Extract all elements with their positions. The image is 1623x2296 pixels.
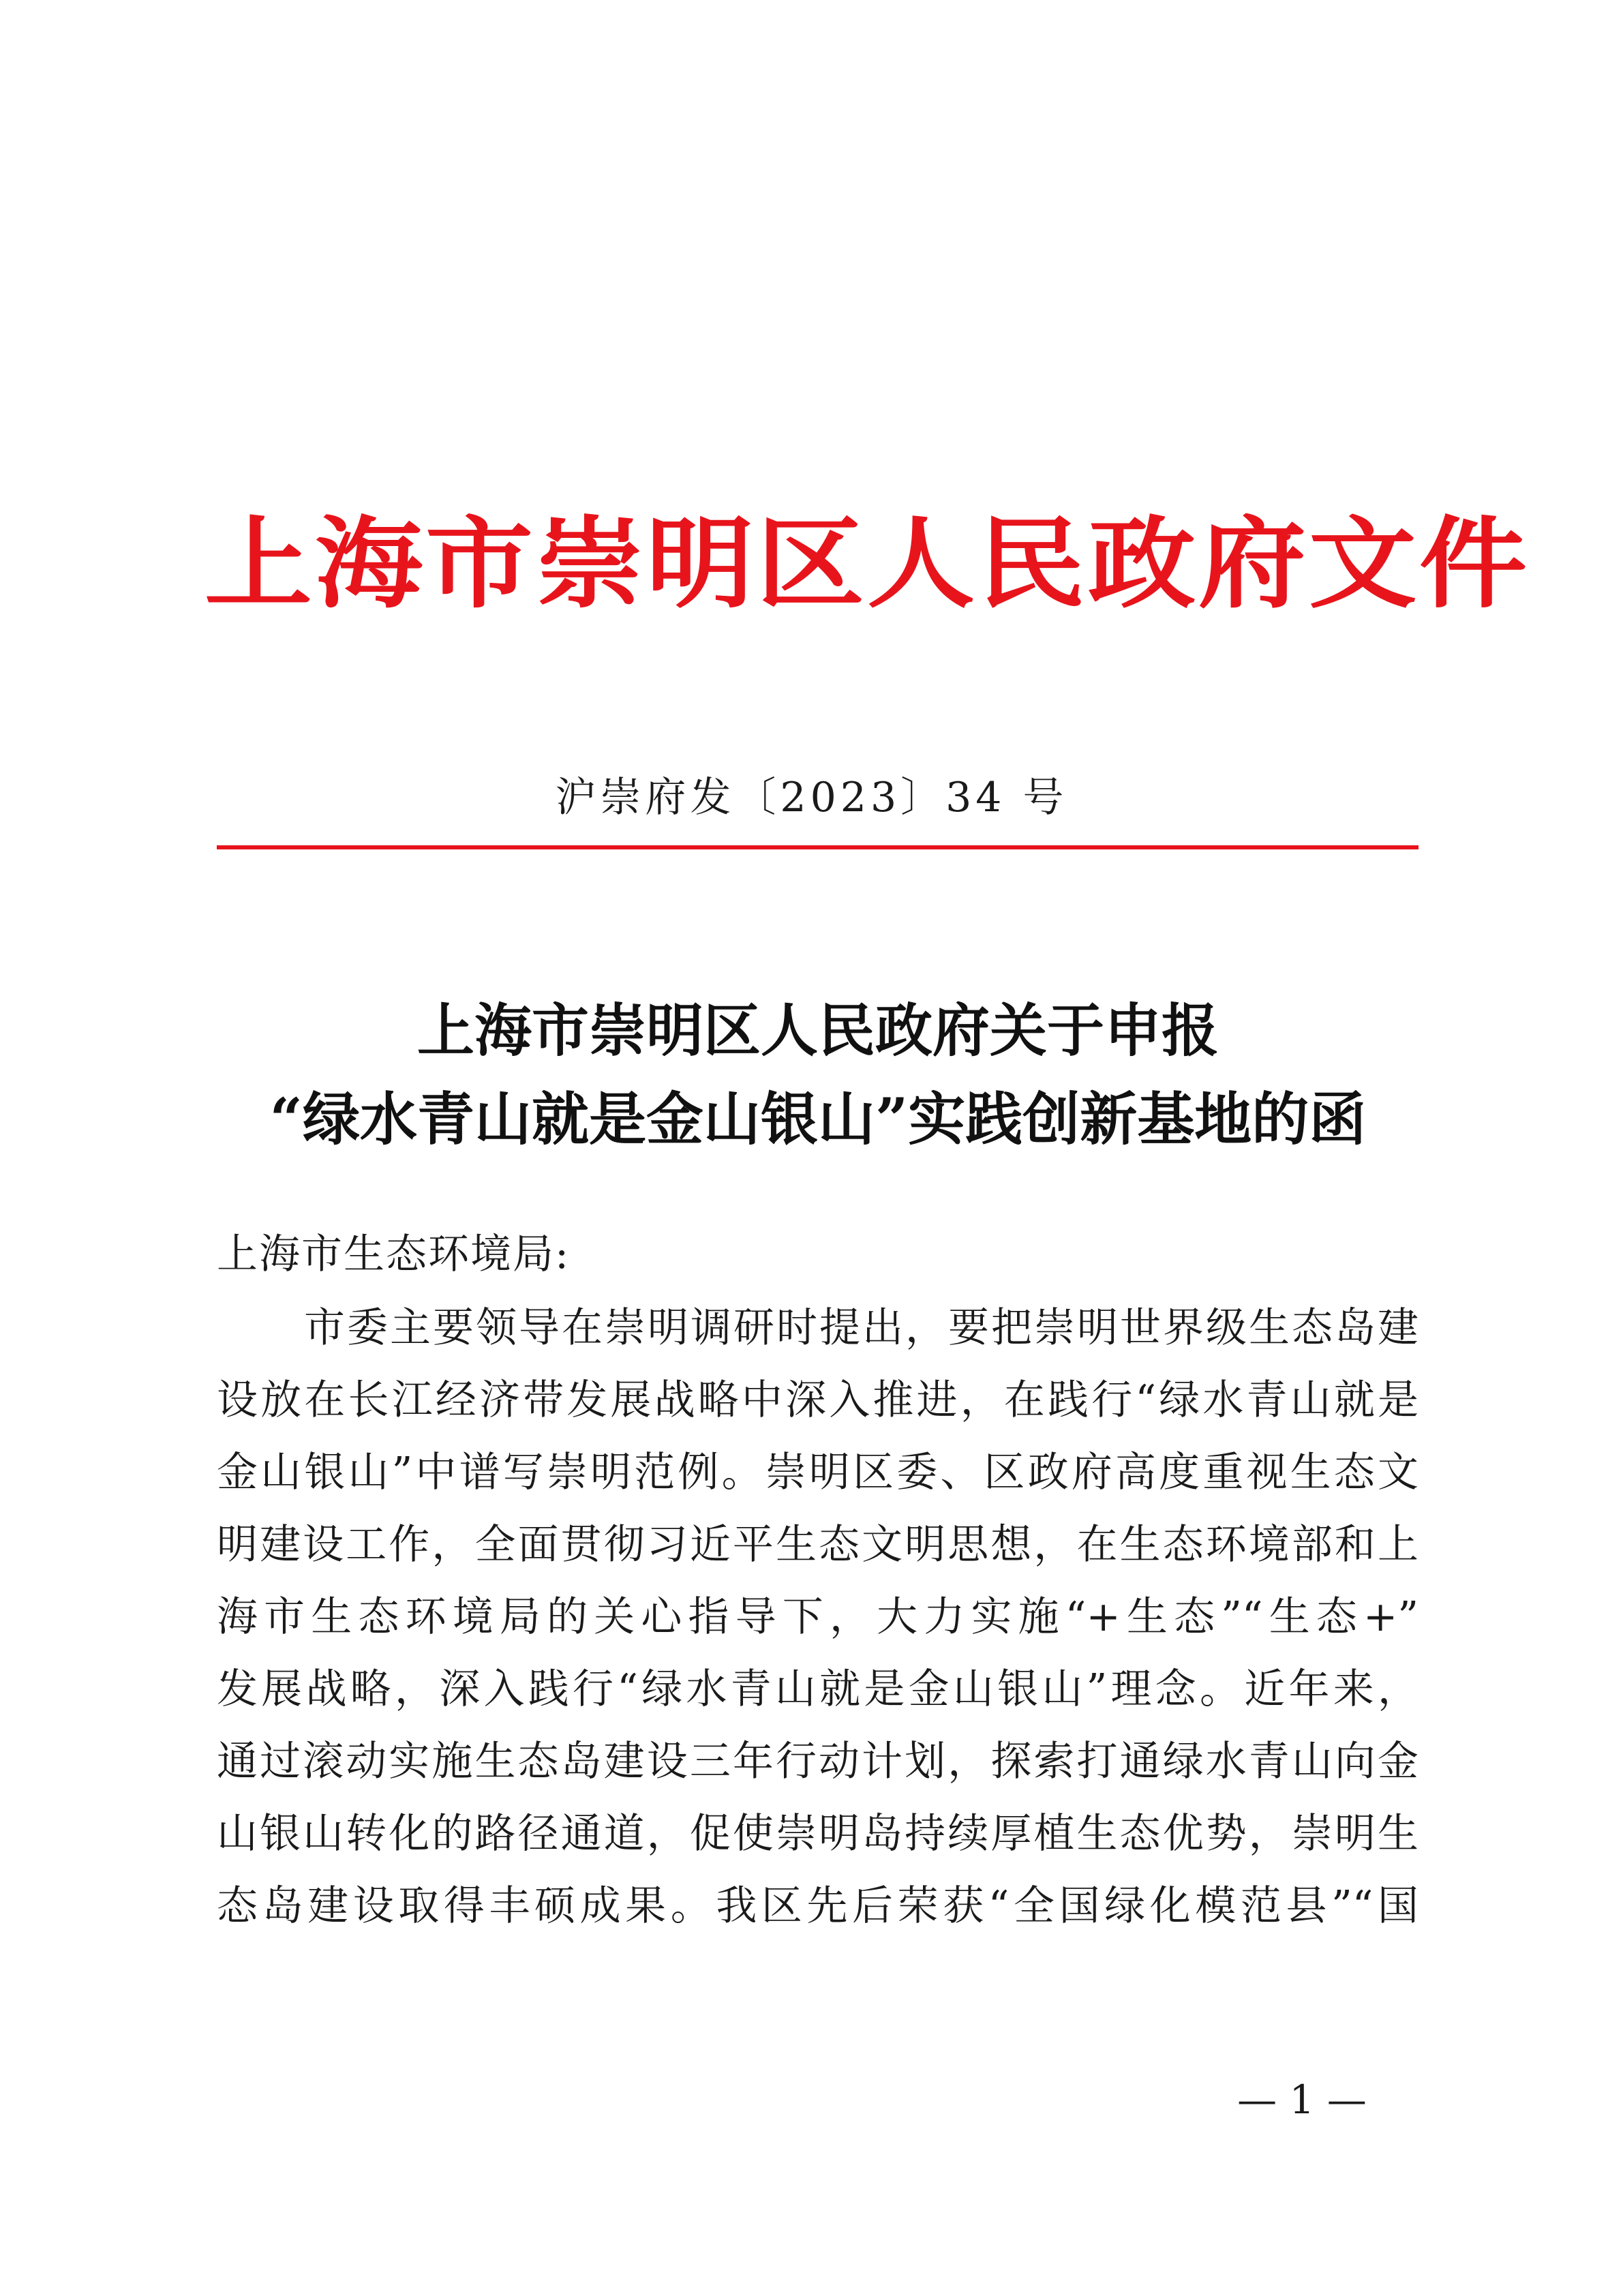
body-line: 发展战略，深入践行“绿水青山就是金山银山”理念。近年来， [217, 1665, 1419, 1713]
body-line: 明建设工作，全面贯彻习近平生态文明思想，在生态环境部和上 [217, 1521, 1419, 1569]
body-line: 金山银山”中谱写崇明范例。崇明区委、区政府高度重视生态文 [217, 1449, 1419, 1496]
document-masthead: 上海市崇明区人民政府文件 [204, 506, 1530, 622]
document-title-line-1: 上海市崇明区人民政府关于申报 [416, 997, 1219, 1064]
document-number: 沪崇府发〔2023〕34 号 [555, 774, 1068, 821]
body-line: 设放在长江经济带发展战略中深入推进，在践行“绿水青山就是 [217, 1376, 1419, 1424]
body-line: 市委主要领导在崇明调研时提出，要把崇明世界级生态岛建 [304, 1304, 1419, 1352]
body-line: 态岛建设取得丰硕成果。我区先后荣获“全国绿化模范县”“国 [217, 1882, 1419, 1930]
body-line: 海市生态环境局的关心指导下，大力实施“+生态”“生态+” [217, 1593, 1419, 1641]
document-title-line-2: “绿水青山就是金山银山”实践创新基地的函 [269, 1085, 1367, 1153]
body-line: 山银山转化的路径通道，促使崇明岛持续厚植生态优势，崇明生 [217, 1810, 1419, 1858]
body-line: 通过滚动实施生态岛建设三年行动计划，探索打通绿水青山向金 [217, 1738, 1419, 1785]
red-separator-line [217, 845, 1419, 849]
addressee: 上海市生态环境局: [217, 1230, 571, 1278]
page-number: — 1 — [1237, 2076, 1367, 2123]
